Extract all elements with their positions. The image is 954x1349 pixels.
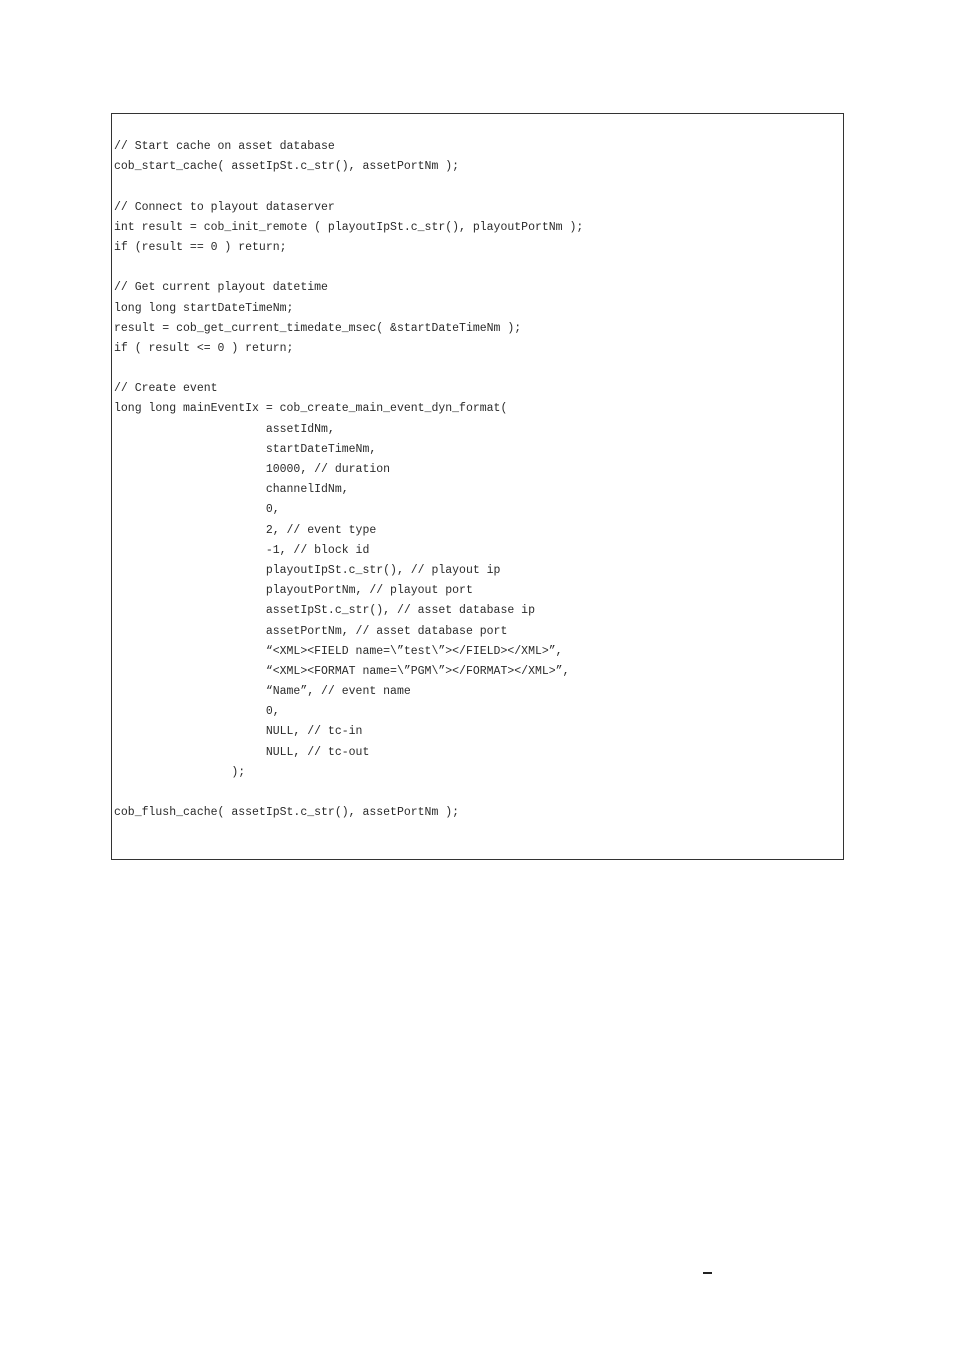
code-line: cob_start_cache( assetIpSt.c_str(), assetPortNm ); xyxy=(114,160,460,174)
code-line: assetIdNm, xyxy=(114,422,335,436)
page-footer-mark xyxy=(703,1272,712,1274)
code-line: assetIpSt.c_str(), // asset database ip xyxy=(114,604,535,618)
code-line: NULL, // tc-in xyxy=(114,725,363,739)
code-line: long long startDateTimeNm; xyxy=(114,301,294,315)
code-line: if (result == 0 ) return; xyxy=(114,240,287,254)
code-line: -1, // block id xyxy=(114,543,370,557)
code-line: ); xyxy=(114,765,246,779)
code-line: 0, xyxy=(114,503,280,517)
code-line: // Connect to playout dataserver xyxy=(114,200,335,214)
code-line: // Create event xyxy=(114,382,218,396)
code-blank-line xyxy=(114,258,583,278)
code-line: playoutIpSt.c_str(), // playout ip xyxy=(114,563,501,577)
code-line: NULL, // tc-out xyxy=(114,745,370,759)
code-line: channelIdNm, xyxy=(114,483,349,497)
code-listing-box xyxy=(111,113,844,860)
code-line: 2, // event type xyxy=(114,523,377,537)
code-line: startDateTimeNm, xyxy=(114,442,377,456)
code-line: “Name”, // event name xyxy=(114,685,411,699)
code-line: “<XML><FORMAT name=\”PGM\”></FORMAT></XML>”, xyxy=(114,664,570,678)
code-blank-line xyxy=(114,177,583,197)
code-line: int result = cob_init_remote ( playoutIpSt.c_str(), playoutPortNm ); xyxy=(114,220,584,234)
code-line: 10000, // duration xyxy=(114,463,391,476)
code-line: cob_flush_cache( assetIpSt.c_str(), assetPortNm ); xyxy=(114,806,460,820)
code-blank-line xyxy=(114,783,583,803)
code-line: // Get current playout datetime xyxy=(114,281,328,295)
code-line: if ( result <= 0 ) return; xyxy=(114,341,294,355)
code-lines xyxy=(114,137,583,823)
code-line: 0, xyxy=(114,705,280,719)
code-blank-line xyxy=(114,359,583,379)
code-line: result = cob_get_current_timedate_msec( &startDateTimeNm ); xyxy=(114,321,522,335)
code-line: // Start cache on asset database xyxy=(114,140,335,153)
code-line: “<XML><FIELD name=\”test\”></FIELD></XML>”, xyxy=(114,644,563,658)
code-line: playoutPortNm, // playout port xyxy=(114,584,473,598)
code-line: long long mainEventIx = cob_create_main_event_dyn_format( xyxy=(114,402,508,416)
code-line: assetPortNm, // asset database port xyxy=(114,624,508,638)
